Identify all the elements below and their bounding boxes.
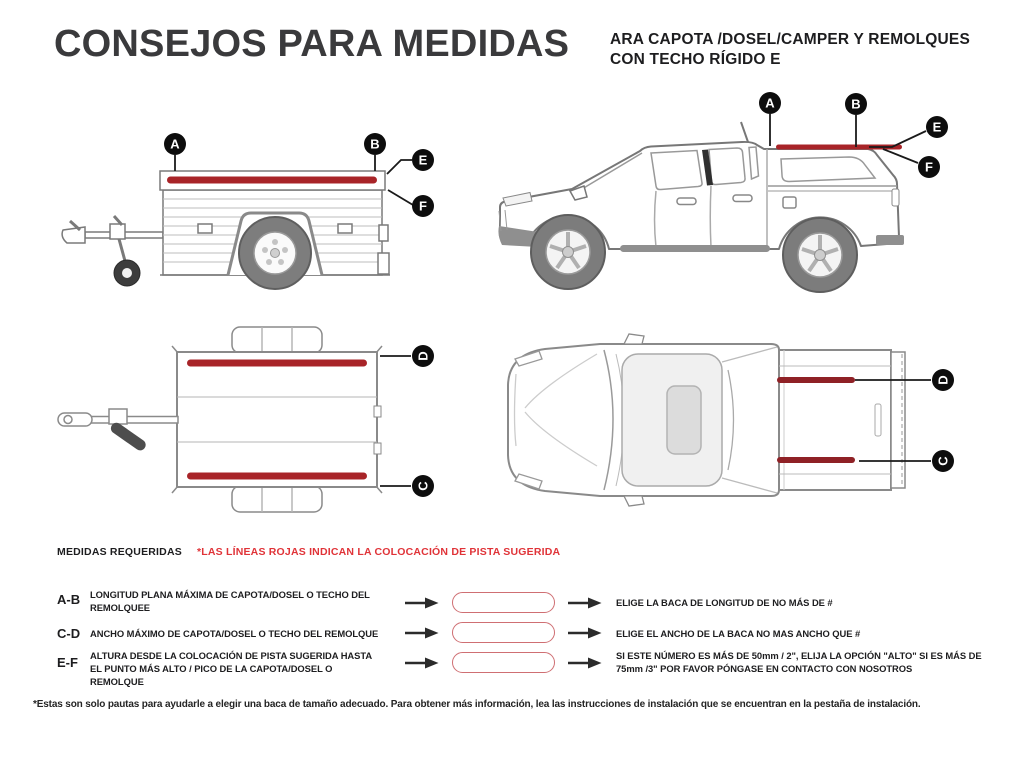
truck-rear-wheel [783, 218, 857, 292]
trailer-box-top [177, 352, 381, 487]
truck-front-wheel [531, 215, 605, 289]
marker-f-label: F [925, 159, 933, 175]
suggested-track-line [777, 457, 855, 463]
legend-red-note: *LAS LÍNEAS ROJAS INDICAN LA COLOCACIÓN DE PISTA SUGERIDA [196, 546, 561, 558]
truck-top-bed [779, 350, 905, 490]
measure-description: ANCHO MÁXIMO DE CAPOTA/DOSEL O TECHO DEL REMOLQUE [90, 628, 379, 639]
suggested-track-line [167, 177, 377, 184]
marker-e-label: E [932, 119, 942, 135]
truck-side-view-diagram [480, 85, 980, 315]
arrow-right-icon [405, 597, 439, 609]
trailer-jockey-wheel [114, 260, 140, 286]
measure-result: ELIGE LA BACA DE LONGITUD DE NO MÁS DE # [616, 597, 833, 608]
legend [57, 546, 560, 558]
marker-b-label: B [370, 136, 380, 152]
arrow-right-icon [568, 597, 602, 609]
suggested-track-line [187, 473, 367, 480]
measure-description: ALTURA DESDE LA COLOCACIÓN DE PISTA SUGERIDA HASTA EL PUNTO MÁS ALTO / PICO DE LA CAPOTA/DOSEL O REMOLQUE [90, 650, 372, 687]
measure-value-pill [452, 652, 555, 673]
arrow-right-icon [405, 627, 439, 639]
trailer-drawbar-top [58, 409, 178, 453]
measurement-row-ef [0, 647, 1024, 689]
marker-d-label: D [415, 351, 431, 361]
trailer-side-view-diagram [30, 105, 470, 320]
marker-e-label: E [418, 152, 428, 168]
subtitle-line-1: ARA CAPOTA /DOSEL/CAMPER Y REMOLQUES [610, 31, 970, 48]
truck-top-view-diagram [485, 330, 975, 530]
measure-id: C-D [57, 626, 81, 641]
marker-b-label: B [851, 96, 861, 112]
marker-c-label: C [415, 481, 431, 491]
marker-f-label: F [419, 198, 427, 214]
arrow-right-icon [405, 657, 439, 669]
suggested-track-line [777, 377, 855, 383]
sunroof [667, 386, 701, 454]
marker-c-label: C [935, 456, 951, 466]
measure-value-pill [452, 592, 555, 613]
measure-result: SI ESTE NÚMERO ES MÁS DE 50mm / 2", ELIJA LA OPCIÓN "ALTO" SI ES MÁS DE 75mm /3" POR FAVOR PÓNGASE EN CONTACTO CON NOSOTROS [616, 650, 982, 674]
marker-a-label: A [170, 136, 180, 152]
marker-a-label: A [765, 95, 775, 111]
page-subtitle [610, 30, 970, 70]
measure-result: ELIGE EL ANCHO DE LA BACA NO MAS ANCHO QUE # [616, 628, 861, 639]
page-title: CONSEJOS PARA MEDIDAS [54, 23, 570, 65]
marker-d-label: D [935, 375, 951, 385]
trailer-drawbar [62, 216, 163, 261]
measure-description: LONGITUD PLANA MÁXIMA DE CAPOTA/DOSEL O TECHO DEL REMOLQUEE [90, 589, 370, 613]
marker-leader-lines [380, 356, 411, 486]
arrow-right-icon [568, 657, 602, 669]
suggested-track-line [187, 360, 367, 367]
measure-value-pill [452, 622, 555, 643]
trailer-wheel [239, 217, 311, 289]
measure-id: E-F [57, 655, 78, 670]
trailer-top-view-diagram [30, 320, 470, 535]
subtitle-line-2: CON TECHO RÍGIDO E [610, 51, 781, 68]
footer-note: *Estas son solo pautas para ayudarle a elegir una baca de tamaño adecuado. Para obtener más información, lea las instrucciones de instalación que se encuentran en la pestaña de instalación. [33, 699, 921, 710]
measure-id: A-B [57, 592, 81, 607]
legend-heading: MEDIDAS REQUERIDAS [57, 546, 182, 558]
arrow-right-icon [568, 627, 602, 639]
